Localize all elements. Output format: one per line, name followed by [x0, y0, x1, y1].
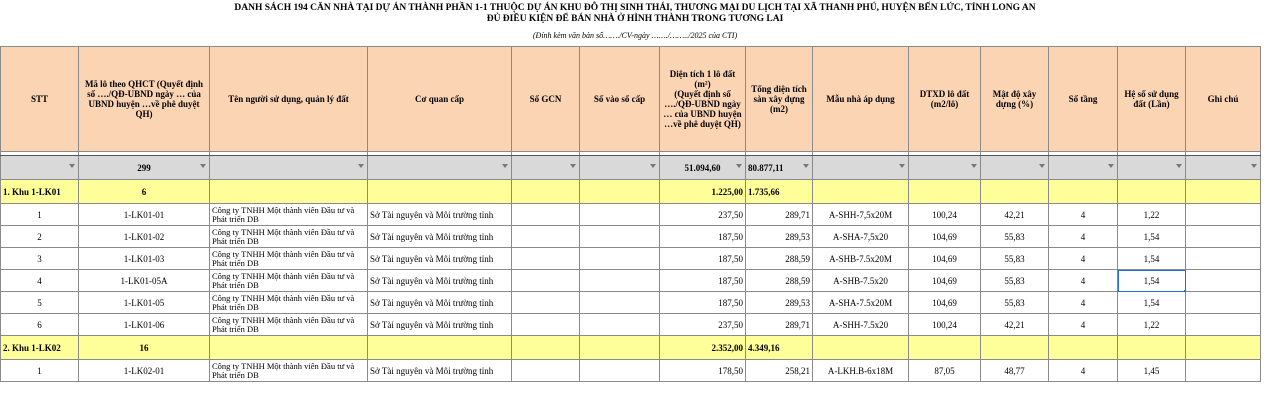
cell-mau-nha[interactable]: A-SHA-7.5x20M [813, 292, 909, 314]
housing-list-table [0, 46, 1261, 382]
cell[interactable] [512, 180, 580, 204]
group-count[interactable]: 6 [79, 180, 210, 204]
cell-stt[interactable]: 4 [1, 270, 79, 292]
cell-stt[interactable]: 5 [1, 292, 79, 314]
cell-ghi-chu[interactable] [1186, 360, 1261, 382]
filter-dropdown-icon[interactable] [1108, 164, 1114, 168]
cell-so-gcn[interactable] [512, 314, 580, 336]
cell-mat-do[interactable]: 55,83 [981, 270, 1049, 292]
cell-ma-lo[interactable]: 1-LK01-06 [79, 314, 210, 336]
cell-ghi-chu[interactable] [1186, 292, 1261, 314]
cell-mat-do[interactable]: 55,83 [981, 226, 1049, 248]
cell-ma-lo[interactable]: 1-LK01-01 [79, 204, 210, 226]
cell-dtxd[interactable]: 87,05 [909, 360, 981, 382]
cell-he-so[interactable]: 1,45 [1118, 360, 1186, 382]
header-co-quan[interactable]: Cơ quan cấp [368, 47, 512, 152]
cell-stt[interactable]: 2 [1, 226, 79, 248]
header-dien-tich-l2: (m²) [694, 79, 711, 89]
cell-stt[interactable]: 3 [1, 248, 79, 270]
cell-ghi-chu[interactable] [1186, 226, 1261, 248]
table-row [1, 360, 1261, 382]
cell-he-so[interactable]: 1,22 [1118, 204, 1186, 226]
table-row [1, 248, 1261, 270]
cell-so-tang[interactable]: 4 [1049, 360, 1118, 382]
cell[interactable] [1186, 336, 1261, 360]
cell[interactable] [1118, 336, 1186, 360]
filter-cell-tong-dt[interactable] [746, 156, 813, 180]
header-ten[interactable]: Tên người sử dụng, quản lý đất [210, 47, 368, 152]
cell-tong-dt[interactable]: 289,71 [746, 204, 813, 226]
filter-cell-ghi-chu[interactable] [1186, 156, 1261, 180]
cell-ten[interactable]: Công ty TNHH Một thành viên Đầu tư và Phát triển DB [210, 204, 368, 226]
document-title-line1: DANH SÁCH 194 CĂN NHÀ TẠI DỰ ÁN THÀNH PHẦN 1-1 THUỘC DỰ ÁN KHU ĐÔ THỊ SINH THÁI, THƯƠNG MẠI DU LỊCH TẠI XÃ THANH PHÚ, HUYỆN BẾN LỨC, TỈNH LONG AN [234, 3, 1036, 13]
table-row [1, 292, 1261, 314]
filter-dropdown-icon[interactable] [200, 164, 206, 168]
cell-so-gcn[interactable] [512, 248, 580, 270]
cell-dtxd[interactable]: 104,69 [909, 270, 981, 292]
header-mau-nha[interactable]: Mẫu nhà áp dụng [813, 47, 909, 152]
header-stt[interactable]: STT [1, 47, 79, 152]
cell-ten[interactable]: Công ty TNHH Một thành viên Đầu tư và Phát triển DB [210, 360, 368, 382]
cell[interactable] [1049, 336, 1118, 360]
group-label[interactable]: 1. Khu 1-LK01 [1, 180, 79, 204]
cell-ten[interactable]: Công ty TNHH Một thành viên Đầu tư và Phát triển DB [210, 226, 368, 248]
cell-co-quan[interactable]: Sở Tài nguyên và Môi trường tỉnh [368, 292, 512, 314]
cell-mau-nha[interactable]: A-SHA-7,5x20 [813, 226, 909, 248]
filter-cell-dtxd[interactable] [909, 156, 981, 180]
table-row [1, 204, 1261, 226]
fill-handle[interactable] [1184, 290, 1186, 292]
filter-dropdown-icon[interactable] [1039, 164, 1045, 168]
cell-tong-dt[interactable]: 289,53 [746, 292, 813, 314]
cell[interactable] [368, 180, 512, 204]
cell-so-gcn[interactable] [512, 270, 580, 292]
cell[interactable] [210, 180, 368, 204]
filter-cell-co-quan[interactable] [368, 156, 512, 180]
cell-dtxd[interactable]: 100,24 [909, 204, 981, 226]
header-he-so[interactable]: Hệ số sử dụng đất (Lần) [1118, 47, 1186, 152]
header-so-gcn[interactable]: Số GCN [512, 47, 580, 152]
header-so-tang[interactable]: Số tầng [1049, 47, 1118, 152]
cell-co-quan[interactable]: Sở Tài nguyên và Môi trường tỉnh [368, 314, 512, 336]
cell-so-tang[interactable]: 4 [1049, 314, 1118, 336]
cell-ghi-chu[interactable] [1186, 314, 1261, 336]
cell-so-vao-so[interactable] [580, 314, 660, 336]
cell-he-so[interactable]: 1,54 [1118, 292, 1186, 314]
filter-cell-so-gcn[interactable] [512, 156, 580, 180]
cell-co-quan[interactable]: Sở Tài nguyên và Môi trường tỉnh [368, 226, 512, 248]
cell[interactable] [580, 180, 660, 204]
header-dien-tich-l1: Diện tích 1 lô đất [669, 69, 736, 79]
group-dien-tich[interactable]: 2.352,00 [660, 336, 746, 360]
filter-cell-stt[interactable] [1, 156, 79, 180]
filter-dropdown-icon[interactable] [570, 164, 576, 168]
filter-cell-so-vao-so[interactable] [580, 156, 660, 180]
cell-tong-dt[interactable]: 288,59 [746, 270, 813, 292]
cell-ten[interactable]: Công ty TNHH Một thành viên Đầu tư và Phát triển DB [210, 314, 368, 336]
cell-ma-lo[interactable]: 1-LK01-03 [79, 248, 210, 270]
cell-dien-tich[interactable]: 187,50 [660, 226, 746, 248]
cell-mat-do[interactable]: 42,21 [981, 314, 1049, 336]
filter-dropdown-icon[interactable] [1176, 164, 1182, 168]
cell-mau-nha[interactable]: A-SHH-7.5x20 [813, 314, 909, 336]
cell-so-tang[interactable]: 4 [1049, 270, 1118, 292]
cell-tong-dt[interactable]: 289,53 [746, 226, 813, 248]
cell-ma-lo[interactable]: 1-LK02-01 [79, 360, 210, 382]
cell-so-gcn[interactable] [512, 226, 580, 248]
filter-cell-he-so[interactable] [1118, 156, 1186, 180]
cell-mat-do[interactable]: 42,21 [981, 204, 1049, 226]
cell-so-tang[interactable]: 4 [1049, 248, 1118, 270]
filter-cell-ten[interactable] [210, 156, 368, 180]
cell-stt[interactable]: 1 [1, 204, 79, 226]
cell-so-vao-so[interactable] [580, 226, 660, 248]
header-so-vao-so[interactable]: Số vào sổ cấp [580, 47, 660, 152]
header-ghi-chu[interactable]: Ghi chú [1186, 47, 1261, 152]
cell-mat-do[interactable]: 48,77 [981, 360, 1049, 382]
cell[interactable] [1186, 180, 1261, 204]
cell-so-tang[interactable]: 4 [1049, 204, 1118, 226]
cell-mat-do[interactable]: 55,83 [981, 292, 1049, 314]
document-title-block [0, 0, 1270, 46]
cell[interactable] [981, 180, 1049, 204]
cell-ma-lo[interactable]: 1-LK01-05A [79, 270, 210, 292]
cell-ghi-chu[interactable] [1186, 270, 1261, 292]
group-label[interactable]: 2. Khu 1-LK02 [1, 336, 79, 360]
cell-so-vao-so[interactable] [580, 248, 660, 270]
cell[interactable] [981, 336, 1049, 360]
cell-dien-tich[interactable]: 187,50 [660, 292, 746, 314]
cell-so-vao-so[interactable] [580, 270, 660, 292]
cell[interactable] [512, 336, 580, 360]
cell-dien-tich[interactable]: 178,50 [660, 360, 746, 382]
cell[interactable] [909, 180, 981, 204]
filter-dropdown-icon[interactable] [1251, 164, 1257, 168]
header-dien-tich[interactable] [660, 47, 746, 152]
cell-co-quan[interactable]: Sở Tài nguyên và Môi trường tỉnh [368, 270, 512, 292]
filter-row [1, 156, 1261, 180]
cell-dtxd[interactable]: 104,69 [909, 292, 981, 314]
cell-he-so-value: 1,54 [1143, 275, 1160, 286]
filter-dropdown-icon[interactable] [69, 164, 75, 168]
cell-so-tang[interactable]: 4 [1049, 226, 1118, 248]
cell-co-quan[interactable]: Sở Tài nguyên và Môi trường tỉnh [368, 360, 512, 382]
table-row [1, 270, 1261, 292]
filter-dropdown-icon[interactable] [736, 164, 742, 168]
cell-co-quan[interactable]: Sở Tài nguyên và Môi trường tỉnh [368, 204, 512, 226]
header-row [1, 47, 1261, 152]
cell-ten[interactable]: Công ty TNHH Một thành viên Đầu tư và Phát triển DB [210, 270, 368, 292]
document-title-line2: ĐỦ ĐIỀU KIỆN ĐỂ BÁN NHÀ Ở HÌNH THÀNH TRONG TƯƠNG LAI [486, 14, 784, 24]
document-subtitle: (Đính kèm văn bản số……./CV-ngày ……./……../2025 của CTI) [532, 31, 738, 40]
cell-ten[interactable]: Công ty TNHH Một thành viên Đầu tư và Phát triển DB [210, 248, 368, 270]
header-dtxd[interactable]: DTXD lô đất (m2/lô) [909, 47, 981, 152]
cell-so-tang[interactable]: 4 [1049, 292, 1118, 314]
total-count: 299 [137, 162, 151, 173]
filter-dropdown-icon[interactable] [650, 164, 656, 168]
cell-ghi-chu[interactable] [1186, 204, 1261, 226]
cell-tong-dt[interactable]: 258,21 [746, 360, 813, 382]
filter-cell-so-tang[interactable] [1049, 156, 1118, 180]
filter-dropdown-icon[interactable] [803, 164, 809, 168]
filter-cell-dien-tich[interactable] [660, 156, 746, 180]
cell[interactable] [1049, 180, 1118, 204]
cell-stt[interactable]: 1 [1, 360, 79, 382]
group-count[interactable]: 16 [79, 336, 210, 360]
cell[interactable] [813, 180, 909, 204]
cell-so-gcn[interactable] [512, 204, 580, 226]
table-row [1, 226, 1261, 248]
cell-so-gcn[interactable] [512, 292, 580, 314]
filter-dropdown-icon[interactable] [971, 164, 977, 168]
cell-dtxd[interactable]: 100,24 [909, 314, 981, 336]
cell-dien-tich[interactable]: 187,50 [660, 248, 746, 270]
header-mat-do[interactable]: Mật độ xây dựng (%) [981, 47, 1049, 152]
cell-he-so[interactable]: 1,54 [1118, 248, 1186, 270]
cell-dien-tich[interactable]: 237,50 [660, 314, 746, 336]
filter-dropdown-icon[interactable] [358, 164, 364, 168]
cell-dien-tich[interactable]: 237,50 [660, 204, 746, 226]
group-dien-tich[interactable]: 1.225,00 [660, 180, 746, 204]
group-row [1, 180, 1261, 204]
filter-dropdown-icon[interactable] [899, 164, 905, 168]
cell[interactable] [1118, 180, 1186, 204]
cell-co-quan[interactable]: Sở Tài nguyên và Môi trường tỉnh [368, 248, 512, 270]
filter-cell-mat-do[interactable] [981, 156, 1049, 180]
cell[interactable] [210, 336, 368, 360]
cell[interactable] [368, 336, 512, 360]
cell-tong-dt[interactable]: 288,59 [746, 248, 813, 270]
cell-he-so[interactable]: 1,22 [1118, 314, 1186, 336]
cell-he-so-selected[interactable] [1118, 270, 1186, 292]
cell-so-vao-so[interactable] [580, 292, 660, 314]
cell-mau-nha[interactable]: A-LKH.B-6x18M [813, 360, 909, 382]
filter-cell-ma-lo[interactable] [79, 156, 210, 180]
cell-dien-tich[interactable]: 187,50 [660, 270, 746, 292]
cell-so-vao-so[interactable] [580, 360, 660, 382]
table-row [1, 314, 1261, 336]
cell[interactable] [909, 336, 981, 360]
cell-mau-nha[interactable]: A-SHB-7.5x20 [813, 270, 909, 292]
header-tong-dt[interactable]: Tổng diện tích sàn xây dựng (m2) [746, 47, 813, 152]
cell-mat-do[interactable]: 55,83 [981, 248, 1049, 270]
cell[interactable] [580, 336, 660, 360]
cell-tong-dt[interactable]: 289,71 [746, 314, 813, 336]
filter-dropdown-icon[interactable] [502, 164, 508, 168]
header-dien-tich-l3: (Quyết định số …./QĐ-UBND ngày … của UBND huyện …về phê duyệt QH) [663, 89, 742, 129]
total-tong-dt: 80.877,11 [748, 162, 784, 173]
cell-he-so[interactable]: 1,54 [1118, 226, 1186, 248]
cell[interactable] [813, 336, 909, 360]
cell-mau-nha[interactable]: A-SHH-7,5x20M [813, 204, 909, 226]
header-ma-lo[interactable]: Mã lô theo QHCT (Quyết định số …./QĐ-UBND ngày … của UBND huyện …về phê duyệt QH) [79, 47, 210, 152]
cell-ma-lo[interactable]: 1-LK01-05 [79, 292, 210, 314]
cell-so-vao-so[interactable] [580, 204, 660, 226]
cell-ghi-chu[interactable] [1186, 248, 1261, 270]
filter-cell-mau-nha[interactable] [813, 156, 909, 180]
cell-ma-lo[interactable]: 1-LK01-02 [79, 226, 210, 248]
group-tong-dt[interactable]: 1.735,66 [746, 180, 813, 204]
group-tong-dt[interactable]: 4.349,16 [746, 336, 813, 360]
cell-ten[interactable]: Công ty TNHH Một thành viên Đầu tư và Phát triển DB [210, 292, 368, 314]
cell-mau-nha[interactable]: A-SHB-7.5x20M [813, 248, 909, 270]
cell-stt[interactable]: 6 [1, 314, 79, 336]
cell-dtxd[interactable]: 104,69 [909, 226, 981, 248]
cell-dtxd[interactable]: 104,69 [909, 248, 981, 270]
group-row [1, 336, 1261, 360]
total-dien-tich: 51.094,60 [684, 162, 721, 173]
cell-so-gcn[interactable] [512, 360, 580, 382]
